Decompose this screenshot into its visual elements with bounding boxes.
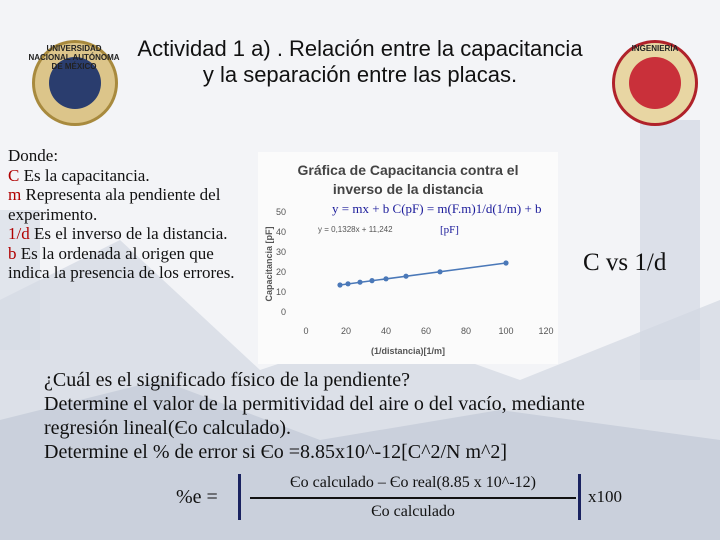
chart-area	[258, 152, 558, 364]
definition-text: Es el inverso de la distancia.	[29, 224, 228, 244]
question-item: Determine el valor de la permitividad del aire o del vacío, mediante regresión lineal(Єo calculado).	[44, 393, 585, 439]
definition-text: Es la capacitancia.	[19, 165, 150, 185]
chart-title: Gráfica de Capacitancia contra el	[297, 162, 519, 178]
y-axis-label: Capacitancia [pF]	[264, 226, 274, 302]
definition-item	[8, 166, 258, 186]
x-tick-label: 0	[303, 326, 309, 336]
x-tick-label: 40	[380, 326, 392, 336]
definition-item	[8, 185, 258, 224]
data-point	[437, 269, 442, 274]
y-tick-label: 20	[275, 267, 286, 277]
x-tick-label: 60	[420, 326, 432, 336]
y-tick-label: 50	[275, 207, 286, 217]
x-tick-label: 100	[498, 326, 514, 336]
x-axis-label: (1/distancia)[1/m]	[370, 346, 446, 356]
definitions-block	[8, 146, 258, 283]
data-point	[337, 282, 342, 287]
unit-annotation: [pF]	[440, 224, 459, 236]
definition-symbol: C	[8, 165, 20, 185]
x-tick-label: 120	[538, 326, 554, 336]
definition-symbol: m	[8, 185, 22, 205]
definition-symbol: b	[8, 243, 17, 263]
abs-bar-left	[238, 474, 241, 520]
trendline	[340, 263, 506, 285]
questions-block	[44, 368, 664, 464]
question-item: ¿Cuál es el significado físico de la pendiente?	[44, 369, 410, 391]
definition-symbol: 1/d	[8, 224, 30, 244]
chart-title: inverso de la distancia	[332, 181, 484, 197]
fraction-line	[250, 497, 576, 499]
trendline-label: y = 0,1328x + 11,242	[318, 225, 393, 234]
y-tick-label: 40	[275, 227, 286, 237]
formula-numerator: Єo calculado – Єo real(8.85 x 10^-12)	[290, 474, 536, 491]
engineering-seal-icon	[629, 57, 681, 109]
y-tick-label: 30	[275, 247, 286, 257]
data-point	[383, 276, 388, 281]
formula-denominator: Єo calculado	[371, 503, 455, 520]
data-point	[503, 260, 508, 265]
data-point	[357, 280, 362, 285]
x-tick-label: 80	[460, 326, 472, 336]
chart-name-label: C vs 1/d	[583, 249, 667, 276]
definition-item	[8, 224, 258, 244]
unam-logo-caption: UNIVERSIDAD NACIONAL AUTÓNOMA DE MÉXICO	[28, 44, 120, 71]
equation-annotation: y = mx + b C(pF) = m(F.m)1/d(1/m) + b	[332, 201, 542, 216]
abs-bar-right	[578, 474, 581, 520]
x-tick-label: 20	[340, 326, 352, 336]
definition-text: Representa ala pendiente del experimento.	[8, 185, 221, 224]
formula-lhs: %e =	[176, 486, 218, 508]
question-item: Determine el % de error si Єo =8.85x10^-12[C^2/N m^2]	[44, 441, 508, 463]
data-point	[345, 281, 350, 286]
data-point	[369, 278, 374, 283]
definitions-intro: Donde:	[8, 146, 59, 165]
formula-multiplier: x100	[588, 487, 622, 506]
definition-text: Es la ordenada al origen que indica la presencia de los errores.	[8, 243, 235, 283]
slide-title: Actividad 1 a) . Relación entre la capacitancia y la separación entre las placas.	[137, 36, 583, 88]
data-point	[403, 274, 408, 279]
engineering-logo-caption: INGENIERÍA	[631, 44, 679, 53]
y-tick-label: 10	[275, 287, 286, 297]
definition-item	[8, 244, 258, 283]
y-tick-label: 0	[280, 307, 286, 317]
capacitance-chart	[258, 152, 558, 364]
